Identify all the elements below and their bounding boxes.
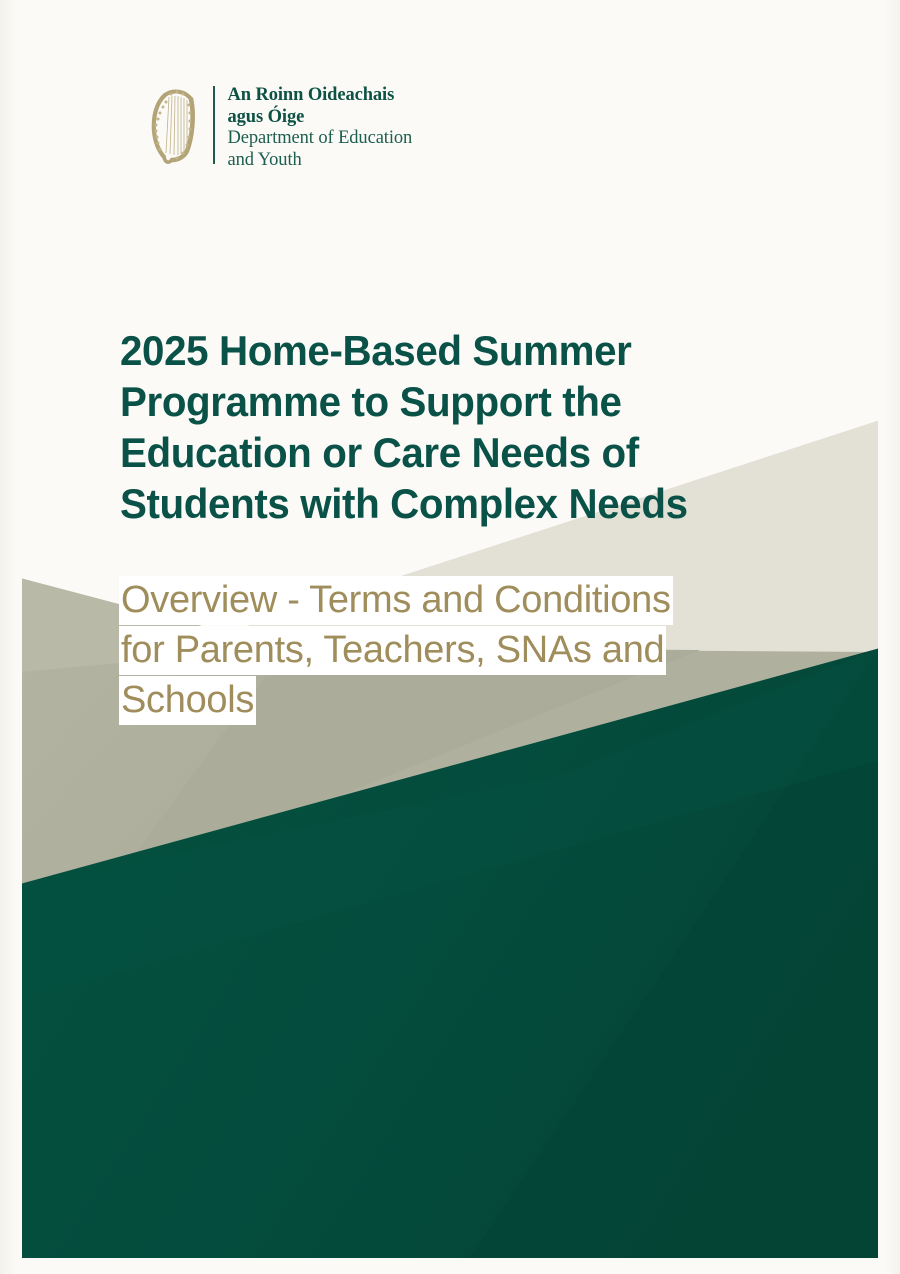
department-logo — [145, 83, 412, 172]
page-subtitle-line: for Parents, Teachers, SNAs and — [120, 625, 850, 675]
logo-divider — [213, 86, 215, 164]
page-subtitle-line: Schools — [120, 675, 850, 725]
logo-irish-line-1: An Roinn Oideachais — [227, 85, 395, 105]
page-subtitle — [120, 575, 850, 725]
page-title-line: 2025 Home-Based Summer — [120, 327, 632, 375]
page-subtitle-line: Overview - Terms and Conditions — [120, 575, 850, 625]
page-title-line: Education or Care Needs of — [120, 429, 639, 477]
page-title-line: Programme to Support the — [120, 378, 622, 426]
page-title-line: Students with Complex Needs — [120, 480, 688, 528]
page-title — [120, 325, 792, 529]
logo-irish-line-2: agus Óige — [227, 106, 305, 127]
logo-english-line-1: Department of Education — [227, 128, 413, 149]
logo-text-block — [228, 83, 413, 172]
irish-harp-icon — [145, 83, 203, 169]
logo-english-line-2: and Youth — [227, 149, 302, 170]
